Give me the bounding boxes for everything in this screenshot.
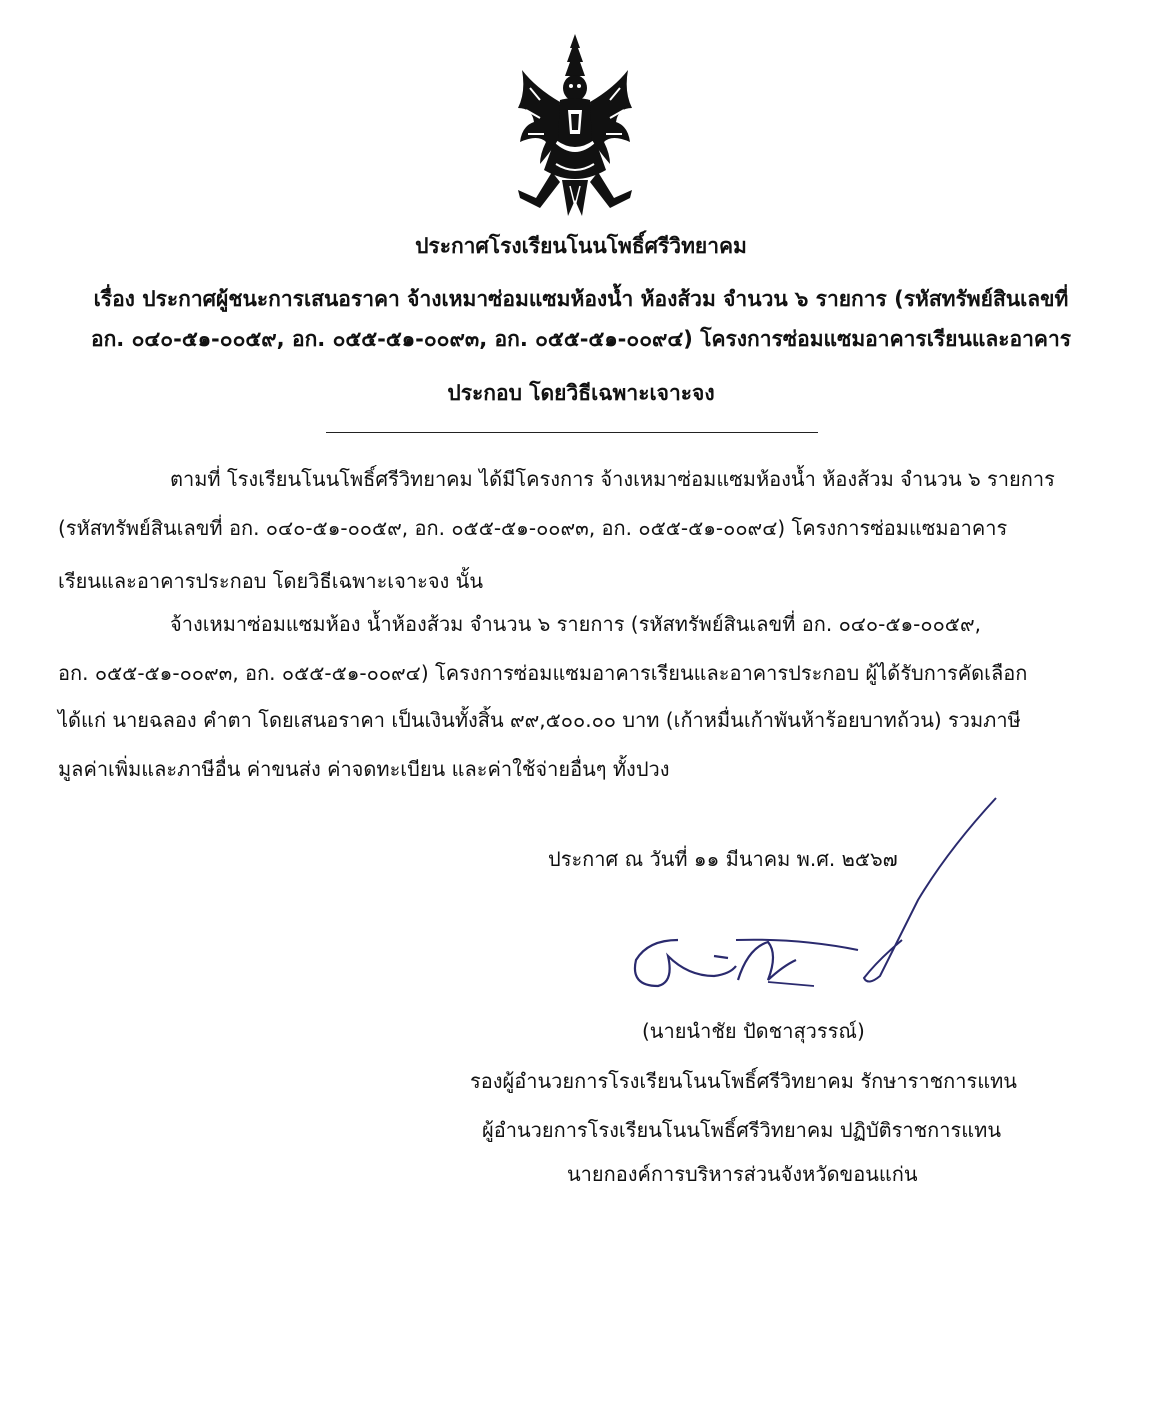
signer-name: (นายนำชัย ปัดชาสุวรรณ์): [642, 1019, 865, 1043]
paragraph-2-line: อก. ๐๕๕-๕๑-๐๐๙๓, อก. ๐๕๕-๕๑-๐๐๙๔) โครงการซ่อมแซมอาคารเรียนและอาคารประกอบ ผู้ได้รับการคัดเลือก: [58, 661, 1028, 685]
subject-line-2: อก. ๐๔๐-๕๑-๐๐๕๙, อก. ๐๕๕-๕๑-๐๐๙๓, อก. ๐๕๕-๕๑-๐๐๙๔) โครงการซ่อมแซมอาคารเรียนและอาคาร: [90, 327, 1072, 351]
subject-line-3: ประกอบ โดยวิธีเฉพาะเจาะจง: [447, 381, 715, 405]
announcement-date: ประกาศ ณ วันที่ ๑๑ มีนาคม พ.ศ. ๒๕๖๗: [548, 847, 898, 871]
signer-position-line-3: นายกองค์การบริหารส่วนจังหวัดขอนแก่น: [567, 1162, 918, 1186]
paragraph-2-line: ได้แก่ นายฉลอง คำตา โดยเสนอราคา เป็นเงินทั้งสิ้น ๙๙,๕๐๐.๐๐ บาท (เก้าหมื่นเก้าพันห้าร้อยบาทถ้วน) รวมภาษี: [58, 708, 1021, 732]
header-divider: [326, 432, 818, 433]
signer-position-line-2: ผู้อำนวยการโรงเรียนโนนโพธิ์ศรีวิทยาคม ปฏิบัติราชการแทน: [482, 1118, 1002, 1142]
paragraph-2-line: มูลค่าเพิ่มและภาษีอื่น ค่าขนส่ง ค่าจดทะเบียน และค่าใช้จ่ายอื่นๆ ทั้งปวง: [58, 757, 670, 781]
subject-line-1: เรื่อง ประกาศผู้ชนะการเสนอราคา จ้างเหมาซ่อมแซมห้องน้ำ ห้องส้วม จำนวน ๖ รายการ (รหัสทรัพย์สินเลขที่: [93, 287, 1069, 311]
handwritten-signature: [618, 790, 1018, 1000]
garuda-emblem-icon: [510, 30, 640, 220]
paragraph-1-line: (รหัสทรัพย์สินเลขที่ อก. ๐๔๐-๕๑-๐๐๕๙, อก. ๐๕๕-๕๑-๐๐๙๓, อก. ๐๕๕-๕๑-๐๐๙๔) โครงการซ่อมแซมอาคาร: [58, 516, 1008, 540]
signer-position-line-1: รองผู้อำนวยการโรงเรียนโนนโพธิ์ศรีวิทยาคม รักษาราชการแทน: [470, 1069, 1017, 1093]
paragraph-1-line: เรียนและอาคารประกอบ โดยวิธีเฉพาะเจาะจง นั้น: [58, 569, 484, 593]
paragraph-2-line: จ้างเหมาซ่อมแซมห้อง น้ำห้องส้วม จำนวน ๖ รายการ (รหัสทรัพย์สินเลขที่ อก. ๐๔๐-๕๑-๐๐๕๙,: [170, 612, 981, 636]
paragraph-1-line: ตามที่ โรงเรียนโนนโพธิ์ศรีวิทยาคม ได้มีโครงการ จ้างเหมาซ่อมแซมห้องน้ำ ห้องส้วม จำนวน ๖ รายการ: [170, 467, 1055, 491]
announcement-title: ประกาศโรงเรียนโนนโพธิ์ศรีวิทยาคม: [415, 234, 747, 258]
